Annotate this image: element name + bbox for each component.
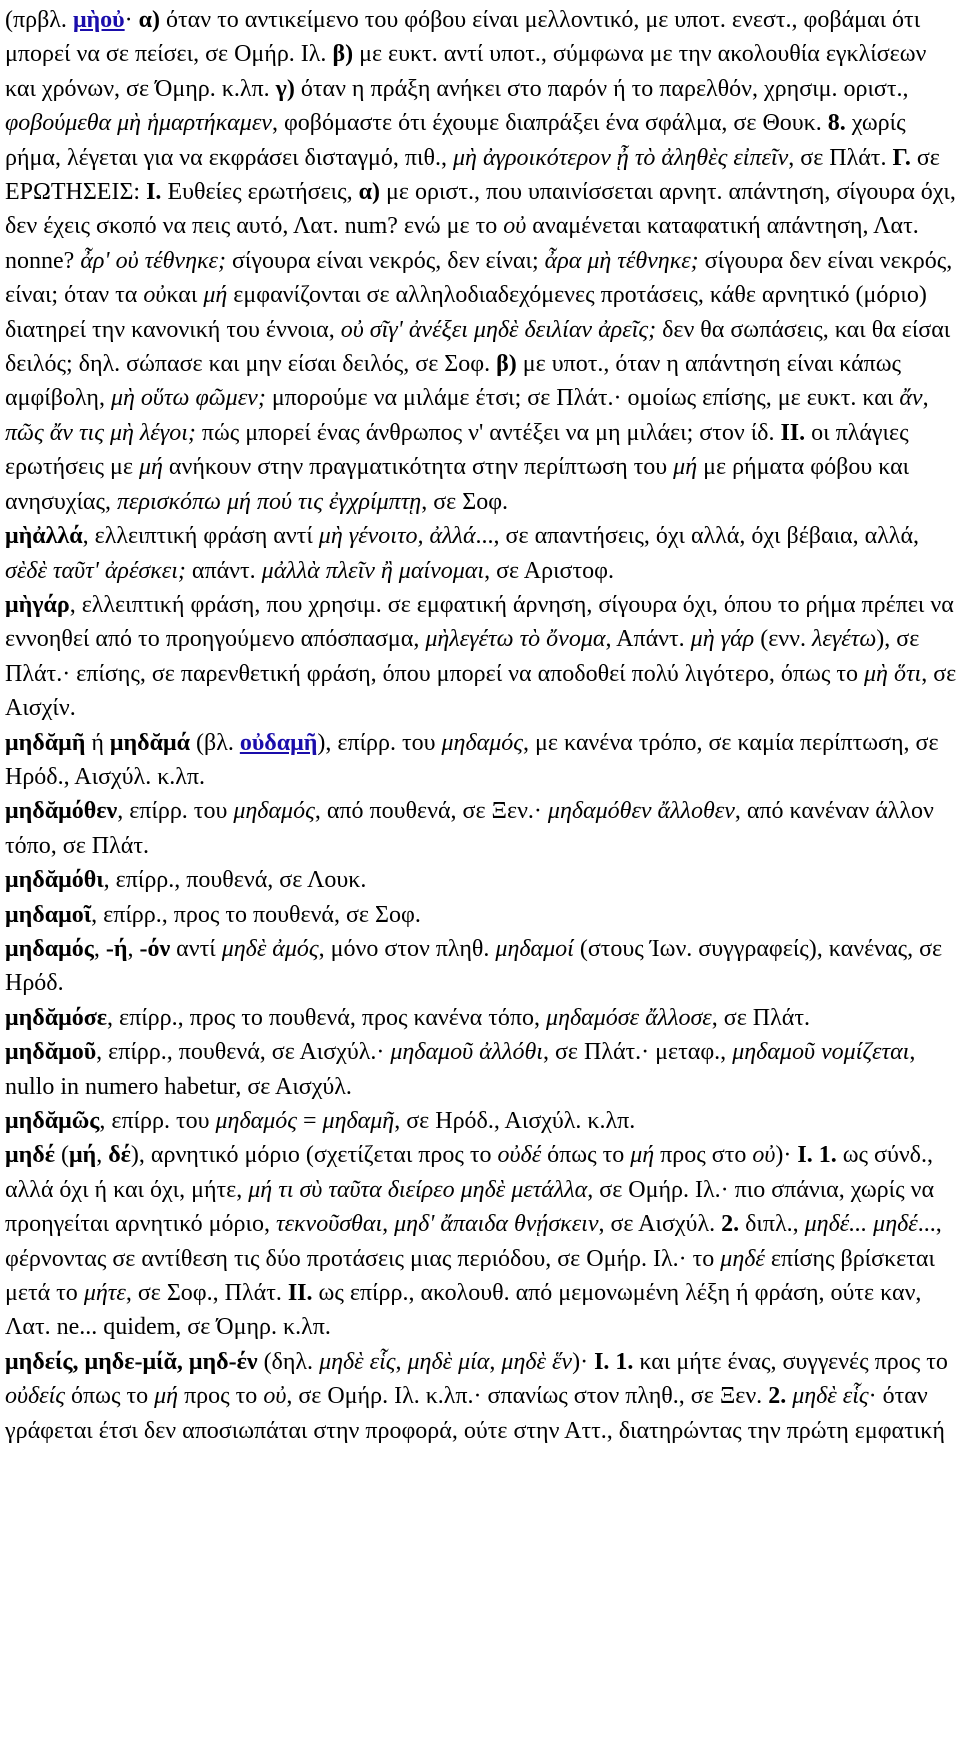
- italic-text: οὐδέ: [497, 1142, 542, 1169]
- text-segment: , σε Αισχύλ.: [598, 1211, 722, 1238]
- text-segment: ..., σε απαντήσεις, όχι αλλά, όχι βέβαια, αλλά,: [475, 523, 920, 550]
- text-segment: όπως το: [65, 1383, 155, 1410]
- bold-text: μὴγάρ: [5, 591, 70, 618]
- italic-text: μὴ ὅτι: [863, 660, 922, 687]
- italic-text: μηδαμόσε ἄλλοσε: [546, 1004, 712, 1031]
- italic-text: οὐ: [503, 213, 527, 240]
- italic-text: μή: [630, 1142, 655, 1169]
- italic-text: μἀλλὰ πλεῖν ἢ μαίνομαι: [261, 557, 485, 584]
- italic-text: μήτε: [83, 1280, 126, 1307]
- italic-text: μηδαμοῦ ἀλλόθι: [390, 1039, 543, 1066]
- text-segment: ,: [489, 1348, 502, 1375]
- italic-text: μηδαμός: [233, 798, 315, 825]
- bold-text: I.: [146, 179, 162, 206]
- dictionary-entry: [5, 588, 960, 726]
- dictionary-entry: [5, 863, 960, 897]
- text-segment: , επίρρ., πουθενά, σε Αισχύλ.·: [96, 1039, 391, 1066]
- bold-text: II.: [780, 419, 806, 446]
- text-segment: , επίρρ., πουθενά, σε Λουκ.: [103, 867, 367, 894]
- text-segment: , από κανέναν άλλον τόπο, σε Πλάτ.: [5, 798, 934, 859]
- bold-text: γ): [275, 75, 295, 102]
- text-segment: ), σε Πλάτ.· επίσης, σε παρενθετική φράση, όπου μπορεί να αποδοθεί πολύ λιγότερο, όπως το: [5, 626, 920, 687]
- italic-text: ἆρα μὴ τέθνηκε;: [544, 247, 699, 274]
- text-segment: , σε Αισχίν.: [5, 660, 957, 722]
- text-segment: με ευκτ. αντί υποτ., σύμφωνα με την ακολουθία εγκλίσεων και χρόνων, σε Όμηρ. κ.λπ.: [5, 41, 927, 102]
- italic-text: μή τι σὺ ταῦτα διείρεο μηδὲ μετάλλα: [248, 1176, 588, 1203]
- bold-text: α): [138, 7, 161, 33]
- text-segment: σίγουρα δεν είναι νεκρός, είναι; όταν τα: [5, 247, 953, 309]
- italic-text: φοβούμεθα μὴ ἡμαρτήκαμεν: [5, 110, 272, 137]
- text-segment: ·: [124, 7, 139, 33]
- text-segment: απάντ.: [185, 557, 262, 584]
- bold-text: -ή: [105, 935, 128, 962]
- italic-text: σὲδὲ ταῦτ' ἀρέσκει;: [5, 557, 186, 584]
- italic-text: μή: [154, 1383, 179, 1410]
- text-segment: ,: [127, 935, 140, 962]
- text-segment: ως επίρρ., ακολουθ. από μεμονωμένη λέξη ή φράση, ούτε καν, Λατ. ne... quidem, σε Όμηρ. κ.λπ.: [5, 1280, 922, 1341]
- italic-text: οὐ: [263, 1383, 287, 1410]
- text-segment: , φοβόμαστε ότι έχουμε διαπράξει ένα σφάλμα, σε Θουκ.: [271, 110, 828, 137]
- text-segment: αναμένεται καταφατική απάντηση, Λατ. nonne?: [5, 213, 919, 274]
- text-segment: ή: [85, 729, 110, 756]
- italic-text: οὐ: [752, 1142, 776, 1169]
- bold-text: μηδᾰμόθι: [5, 867, 104, 894]
- dictionary-entry: [5, 1001, 960, 1035]
- italic-text: μὴλεγέτω τὸ ὄνομα: [425, 626, 606, 653]
- text-segment: οι πλάγιες ερωτήσεις με: [5, 419, 909, 481]
- text-segment: προς στο: [654, 1142, 753, 1169]
- text-segment: και μήτε ένας, συγγενές προς το: [633, 1348, 948, 1375]
- bold-text: μηδᾰμόσε: [5, 1004, 107, 1031]
- text-segment: όταν η πράξη ανήκει στο παρόν ή το παρελθόν, χρησιμ. οριστ.,: [294, 75, 909, 102]
- text-segment: (στους Ίων. συγγραφείς), κανένας, σε Ηρόδ.: [5, 935, 943, 997]
- text-segment: ,: [922, 385, 929, 412]
- text-segment: , ελλειπτική φράση αντί: [82, 523, 319, 550]
- text-segment: , σε Ηρόδ., Αισχύλ. κ.λπ.: [394, 1108, 636, 1134]
- italic-text: μηδέ... μηδέ: [804, 1211, 918, 1238]
- text-segment: (ενν.: [754, 626, 812, 653]
- text-segment: ως σύνδ., αλλά όχι ή και όχι, μήτε,: [5, 1142, 933, 1203]
- text-segment: εμφανίζονται σε αλληλοδιαδεχόμενες προτάσεις, κάθε αρνητικό (μόριο) διατηρεί την κανονική του έννοια,: [5, 282, 927, 343]
- text-segment: =: [297, 1108, 323, 1134]
- text-segment: , επίρρ. του: [117, 798, 234, 825]
- italic-text: μηδὲ εἷς: [319, 1348, 396, 1375]
- text-segment: όταν το αντικείμενο του φόβου είναι μελλοντικό, με υποτ. ενεστ., φοβάμαι ότι μπορεί να σε πείσει, σε Ομήρ. Ιλ.: [5, 7, 921, 68]
- italic-text: μὴ οὕτω φῶμεν;: [110, 385, 266, 412]
- italic-text: μηδαμοί: [495, 935, 574, 962]
- bold-text: 2.: [768, 1383, 787, 1410]
- bold-text: I. 1.: [594, 1348, 634, 1375]
- text-segment: (πρβλ.: [5, 7, 73, 33]
- italic-text: μηδὲ ἕν: [501, 1348, 573, 1375]
- text-segment: διπλ.,: [739, 1211, 805, 1238]
- bold-text: μηδείς, μηδε-μίᾰ, μηδ-έν: [5, 1348, 258, 1375]
- bold-text: μηδᾰμά: [109, 729, 190, 756]
- dictionary-entry: [5, 932, 960, 1001]
- bold-text: μηδᾰμοῦ: [5, 1039, 97, 1066]
- italic-text: μηδὲ ἀμός: [221, 935, 319, 962]
- bold-text: μηδᾰμῆ: [5, 729, 86, 756]
- text-segment: , επίρρ., προς το πουθενά, σε Σοφ.: [91, 901, 421, 928]
- cross-reference-link[interactable]: μὴοὐ: [72, 7, 125, 33]
- text-segment: χωρίς ρήμα, λέγεται για να εκφράσει δισταγμό, πιθ.,: [5, 110, 906, 171]
- italic-text: ἄν: [899, 385, 923, 412]
- text-segment: (: [54, 1142, 69, 1169]
- dictionary-entry: [5, 3, 960, 519]
- italic-text: μηδαμῆ: [322, 1108, 395, 1134]
- text-segment: ,: [96, 1142, 109, 1169]
- italic-text: μηδαμόθεν ἄλλοθεν: [547, 798, 735, 825]
- text-segment: με οριστ., που υπαινίσσεται αρνητ. απάντηση, σίγουρα όχι, δεν έχεις σκοπό να πεις αυτό, Λατ. num? ενώ με το: [5, 179, 956, 240]
- text-segment: , Απάντ.: [605, 626, 691, 653]
- text-segment: , σε Πλάτ.· μεταφ.,: [542, 1039, 733, 1066]
- italic-text: μή: [138, 454, 163, 481]
- text-segment: προς το: [178, 1383, 264, 1410]
- dictionary-entry: [5, 1345, 960, 1448]
- text-segment: με ρήματα φόβου και ανησυχίας,: [5, 454, 910, 515]
- bold-text: α): [358, 179, 381, 206]
- text-segment: δεν θα σωπάσεις, και θα είσαι δειλός; δηλ. σώπασε και μην είσαι δειλός, σε Σοφ.: [5, 316, 951, 378]
- dictionary-entry: [5, 794, 960, 863]
- italic-text: μηδαμοῦ νομίζεται: [732, 1039, 910, 1066]
- italic-text: μηδέ: [720, 1245, 765, 1272]
- text-segment: ..., φέρνοντας σε αντίθεση τις δύο προτάσεις μιας περιόδου, σε Ομήρ. Ιλ.· το: [5, 1211, 942, 1272]
- bold-text: μηδᾰμόθεν: [5, 798, 118, 825]
- bold-text: 2.: [721, 1211, 740, 1238]
- bold-text: 8.: [827, 110, 846, 137]
- text-segment: , επίρρ. του: [99, 1108, 216, 1134]
- dictionary-entry: [5, 898, 960, 932]
- italic-text: μὴ γένοιτο, ἀλλά: [318, 523, 476, 550]
- text-segment: επίσης βρίσκεται μετά το: [5, 1245, 935, 1307]
- text-segment: , από πουθενά, σε Ξεν.·: [314, 798, 548, 825]
- dictionary-entry: [5, 1104, 960, 1138]
- text-segment: )·: [572, 1348, 595, 1375]
- text-segment: μπορούμε να μιλάμε έτσι; σε Πλάτ.· ομοίως επίσης, με ευκτ. και: [265, 385, 900, 412]
- bold-text: δέ: [108, 1142, 131, 1169]
- bold-text: II.: [287, 1280, 313, 1307]
- text-segment: σε ΕΡΩΤΗΣΕΙΣ:: [5, 144, 940, 206]
- text-segment: , σε Πλάτ.: [711, 1004, 810, 1031]
- text-segment: ,: [395, 1348, 408, 1375]
- italic-text: μὴ ἀγροικότερον ᾖ τὸ ἀληθὲς εἰπεῖν: [453, 144, 789, 171]
- italic-text: μή: [673, 454, 698, 481]
- text-segment: )·: [775, 1142, 798, 1169]
- text-segment: , σε Σοφ., Πλάτ.: [125, 1280, 288, 1307]
- dictionary-entry: [5, 1138, 960, 1344]
- cross-reference-link[interactable]: οὐδαμῆ: [239, 729, 318, 756]
- dictionary-entry: [5, 1035, 960, 1104]
- text-segment: , σε Πλάτ.: [788, 144, 893, 171]
- italic-text: μὴ γάρ: [690, 626, 755, 653]
- text-segment: , επίρρ., προς το πουθενά, προς κανένα τόπο,: [107, 1004, 547, 1031]
- italic-text: ἆρ' οὐ τέθνηκε;: [80, 247, 226, 274]
- text-segment: , σε Ομήρ. Ιλ. κ.λπ.· σπανίως στον πληθ., σε Ξεν.: [286, 1383, 769, 1410]
- text-segment: πώς μπορεί ένας άνθρωπος ν' αντέξει να μη μιλάει; στον ίδ.: [195, 419, 781, 446]
- bold-text: β): [496, 351, 517, 378]
- bold-text: μηδᾰμῶς: [5, 1108, 100, 1134]
- bold-text: -όν: [139, 935, 171, 962]
- text-segment: , σε Ομήρ. Ιλ.· πιο σπάνια, χωρίς να προηγείται αρνητικό μόριο,: [5, 1176, 935, 1238]
- text-segment: , σε Αριστοφ.: [484, 557, 614, 584]
- text-segment: ανήκουν στην πραγματικότητα στην περίπτωση του: [162, 454, 674, 481]
- text-segment: , σε Σοφ.: [421, 488, 509, 515]
- text-segment: , ελλειπτική φράση, που χρησιμ. σε εμφατική άρνηση, σίγουρα όχι, όπου το ρήμα πρέπει να εννοηθεί από το προηγούμενο απόσπασμα,: [5, 591, 954, 653]
- italic-text: μηδὲ μία: [407, 1348, 490, 1375]
- text-segment: , με κανένα τρόπο, σε καμία περίπτωση, σε Ηρόδ., Αισχύλ. κ.λπ.: [5, 729, 939, 790]
- italic-text: μηδὲ εἷς: [792, 1383, 869, 1410]
- bold-text: I. 1.: [797, 1142, 837, 1169]
- text-segment: ), αρνητικό μόριο (σχετίζεται προς το: [130, 1142, 498, 1169]
- text-segment: Ευθείες ερωτήσεις,: [161, 179, 359, 206]
- text-segment: (βλ.: [189, 729, 240, 756]
- text-segment: με υποτ., όταν η απάντηση είναι κάπως αμφίβολη,: [5, 351, 902, 412]
- bold-text: Γ.: [892, 144, 911, 171]
- italic-text: οὐ σῖγ' ἀνέξει μηδὲ δειλίαν ἀρεῖς;: [340, 316, 657, 343]
- text-segment: ), επίρρ. του: [317, 729, 442, 756]
- bold-text: μηδαμοῖ: [5, 901, 92, 928]
- text-segment: όπως το: [541, 1142, 631, 1169]
- italic-text: περισκόπω μή πού τις ἐγχρίμπτῃ: [116, 488, 422, 515]
- bold-text: μὴἀλλά: [5, 523, 83, 550]
- bold-text: μή: [68, 1142, 97, 1169]
- italic-text: οὐδείς: [5, 1383, 66, 1410]
- text-segment: αντί: [170, 935, 222, 962]
- text-segment: , μόνο στον πληθ.: [318, 935, 496, 962]
- text-segment: · όταν γράφεται έτσι δεν αποσιωπάται στην προφορά, ούτε στην Αττ., διατηρώντας την πρώτη εμφατική: [5, 1383, 945, 1444]
- italic-text: μή: [203, 282, 228, 309]
- text-segment: , nullo in numero habetur, σε Αισχύλ.: [5, 1039, 916, 1100]
- italic-text: λεγέτω: [811, 626, 877, 653]
- text-segment: σίγουρα είναι νεκρός, δεν είναι;: [225, 247, 545, 274]
- italic-text: μηδαμός: [441, 729, 523, 756]
- italic-text: πῶς ἄν τις μὴ λέγοι;: [5, 419, 196, 446]
- italic-text: οὐ: [143, 282, 167, 309]
- text-segment: ,: [93, 935, 106, 962]
- text-segment: (δηλ.: [257, 1348, 320, 1375]
- bold-text: β): [332, 41, 354, 68]
- text-segment: και: [166, 282, 204, 309]
- dictionary-entry: [5, 726, 960, 795]
- bold-text: μηδαμός: [5, 935, 94, 962]
- italic-text: μηδαμός: [215, 1108, 297, 1134]
- italic-text: τεκνοῦσθαι, μηδ' ἄπαιδα θνῄσκειν: [275, 1211, 599, 1238]
- bold-text: μηδέ: [5, 1142, 55, 1169]
- dictionary-entry: [5, 519, 960, 588]
